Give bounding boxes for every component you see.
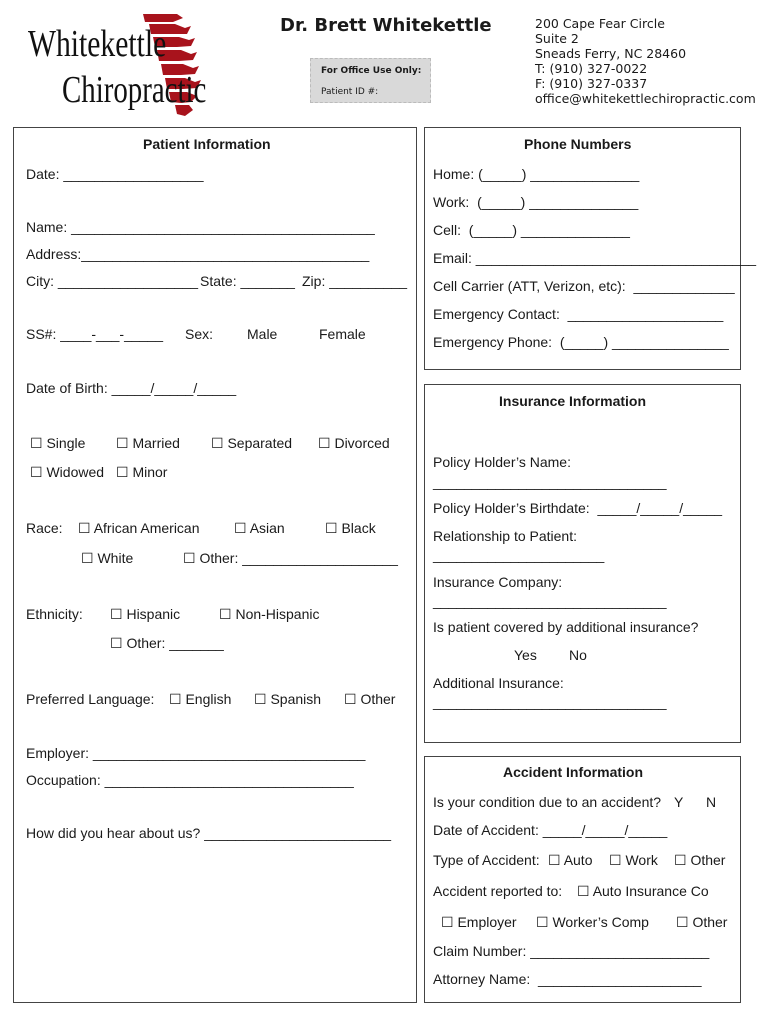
checkbox-icon — [183, 550, 196, 566]
insurance-company-label: Insurance Company: — [433, 574, 563, 590]
checkbox-icon — [577, 883, 590, 899]
date-of-birth-field[interactable]: Date of Birth: _____/_____/_____ — [26, 380, 237, 396]
address-line: Suite 2 — [535, 31, 579, 46]
single-checkbox[interactable] — [30, 435, 85, 452]
reported-other-label: Other — [692, 914, 728, 930]
accident-yes-option[interactable]: Y — [674, 794, 684, 810]
accident-information-title: Accident Information — [503, 764, 644, 780]
checkbox-icon — [536, 914, 549, 930]
language-other-label: Other — [360, 691, 396, 707]
african-american-label: African American — [93, 520, 200, 536]
office-use-box — [310, 58, 431, 103]
work-checkbox[interactable] — [609, 852, 658, 869]
city-field[interactable]: City: __________________ — [26, 273, 199, 289]
separated-label: Separated — [227, 435, 293, 451]
non-hispanic-label: Non-Hispanic — [235, 606, 320, 622]
sex-female-option[interactable]: Female — [319, 326, 366, 342]
name-field[interactable]: Name: _______________________________________ — [26, 219, 375, 235]
emergency-contact-field[interactable]: Emergency Contact: ____________________ — [433, 306, 724, 322]
single-label: Single — [46, 435, 86, 451]
widowed-checkbox[interactable] — [30, 464, 104, 481]
checkbox-icon — [116, 464, 129, 480]
non-hispanic-checkbox[interactable] — [219, 606, 320, 623]
date-field[interactable]: Date: __________________ — [26, 166, 204, 182]
additional-insurance-question: Is patient covered by additional insurance? — [433, 619, 699, 635]
checkbox-icon — [30, 435, 43, 451]
asian-label: Asian — [249, 520, 285, 536]
accident-no-option[interactable]: N — [706, 794, 717, 810]
checkbox-icon — [211, 435, 224, 451]
spanish-checkbox[interactable] — [254, 691, 321, 708]
additional-insurance-label: Additional Insurance: — [433, 675, 564, 691]
african-american-checkbox[interactable] — [78, 520, 200, 537]
office-use-label: For Office Use Only: — [321, 66, 422, 76]
checkbox-icon — [110, 606, 123, 622]
attorney-name-field[interactable]: Attorney Name: _____________________ — [433, 971, 702, 987]
accident-question: Is your condition due to an accident? — [433, 794, 662, 810]
email-line: office@whitekettlechiropractic.com — [535, 91, 756, 106]
cell-phone-field[interactable]: Cell: (_____) ______________ — [433, 222, 630, 238]
phone-numbers-title: Phone Numbers — [524, 136, 632, 152]
minor-label: Minor — [132, 464, 168, 480]
race-other-checkbox[interactable] — [183, 550, 398, 567]
address-line: Sneads Ferry, NC 28460 — [535, 46, 687, 61]
insurance-company-field[interactable]: ______________________________ — [433, 593, 667, 609]
insurance-information-title: Insurance Information — [499, 393, 647, 409]
race-label: Race: — [26, 520, 63, 536]
logo-text-line2: Chiropractic — [62, 69, 207, 111]
hispanic-label: Hispanic — [126, 606, 181, 622]
emergency-phone-field[interactable]: Emergency Phone: (_____) _______________ — [433, 334, 729, 350]
auto-insurance-label: Auto Insurance Co — [592, 883, 709, 899]
work-phone-field[interactable]: Work: (_____) ______________ — [433, 194, 639, 210]
white-label: White — [97, 550, 134, 566]
race-other-label: Other: ____________________ — [199, 550, 398, 566]
workers-comp-checkbox[interactable] — [536, 914, 649, 931]
reported-to-label: Accident reported to: — [433, 883, 563, 899]
preferred-language-label: Preferred Language: — [26, 691, 155, 707]
checkbox-icon — [169, 691, 182, 707]
checkbox-icon — [219, 606, 232, 622]
checkbox-icon — [609, 852, 622, 868]
patient-id-label: Patient ID #: — [321, 87, 379, 97]
auto-insurance-checkbox[interactable] — [577, 883, 709, 900]
sex-male-option[interactable]: Male — [247, 326, 278, 342]
address-line: 200 Cape Fear Circle — [535, 16, 665, 31]
zip-field[interactable]: Zip: __________ — [302, 273, 408, 289]
married-label: Married — [132, 435, 180, 451]
asian-checkbox[interactable] — [234, 520, 285, 537]
black-label: Black — [341, 520, 376, 536]
black-checkbox[interactable] — [325, 520, 376, 537]
state-field[interactable]: State: _______ — [200, 273, 295, 289]
policy-holder-name-field[interactable]: ______________________________ — [433, 474, 667, 490]
sex-label: Sex: — [185, 326, 214, 342]
checkbox-icon — [110, 635, 123, 651]
separated-checkbox[interactable] — [211, 435, 292, 452]
hispanic-checkbox[interactable] — [110, 606, 180, 623]
married-checkbox[interactable] — [116, 435, 180, 452]
patient-information-title: Patient Information — [143, 136, 271, 152]
reported-other-checkbox[interactable] — [676, 914, 727, 931]
fax-line: F: (910) 327-0337 — [535, 76, 648, 91]
phone-line: T: (910) 327-0022 — [535, 61, 648, 76]
policy-holder-birthdate-field[interactable]: Policy Holder’s Birthdate: _____/_____/_____ — [433, 500, 723, 516]
employer-label: Employer — [457, 914, 517, 930]
address-field[interactable]: Address:_____________________________________ — [26, 246, 370, 262]
checkbox-icon — [254, 691, 267, 707]
auto-label: Auto — [563, 852, 593, 868]
referral-field[interactable]: How did you hear about us? ________________________ — [26, 825, 392, 841]
ssn-field[interactable]: SS#: ____-___-_____ — [26, 326, 163, 342]
checkbox-icon — [116, 435, 129, 451]
divorced-checkbox[interactable] — [318, 435, 390, 452]
widowed-label: Widowed — [46, 464, 105, 480]
claim-number-field[interactable]: Claim Number: _______________________ — [433, 943, 710, 959]
divorced-label: Divorced — [334, 435, 390, 451]
additional-insurance-yes[interactable]: Yes — [514, 647, 537, 663]
checkbox-icon — [548, 852, 561, 868]
policy-holder-name-label: Policy Holder’s Name: — [433, 454, 571, 470]
auto-checkbox[interactable] — [548, 852, 593, 869]
checkbox-icon — [441, 914, 454, 930]
employer-checkbox[interactable] — [441, 914, 517, 931]
home-phone-field[interactable]: Home: (_____) ______________ — [433, 166, 640, 182]
checkbox-icon — [234, 520, 247, 536]
minor-checkbox[interactable] — [116, 464, 167, 481]
ethnicity-label: Ethnicity: — [26, 606, 83, 622]
english-checkbox[interactable] — [169, 691, 231, 708]
language-other-checkbox[interactable] — [344, 691, 395, 708]
additional-insurance-field[interactable]: ______________________________ — [433, 694, 667, 710]
workers-comp-label: Worker’s Comp — [552, 914, 649, 930]
white-checkbox[interactable] — [81, 550, 133, 567]
checkbox-icon — [30, 464, 43, 480]
doctor-name: Dr. Brett Whitekettle — [280, 15, 492, 36]
cell-carrier-field[interactable]: Cell Carrier (ATT, Verizon, etc): _____________ — [433, 278, 735, 294]
accident-type-label: Type of Accident: — [433, 852, 540, 868]
occupation-field[interactable]: Occupation: ________________________________ — [26, 772, 354, 788]
checkbox-icon — [344, 691, 357, 707]
spanish-label: Spanish — [270, 691, 322, 707]
checkbox-icon — [81, 550, 94, 566]
relationship-label: Relationship to Patient: — [433, 528, 577, 544]
checkbox-icon — [318, 435, 331, 451]
employer-field[interactable]: Employer: ___________________________________ — [26, 745, 366, 761]
work-label: Work — [625, 852, 658, 868]
email-field[interactable]: Email: ____________________________________ — [433, 250, 757, 266]
logo-text-line1: Whitekettle — [28, 23, 167, 65]
accident-type-other-label: Other — [690, 852, 726, 868]
checkbox-icon — [325, 520, 338, 536]
accident-type-other-checkbox[interactable] — [674, 852, 725, 869]
accident-date-field[interactable]: Date of Accident: _____/_____/_____ — [433, 822, 668, 838]
checkbox-icon — [78, 520, 91, 536]
english-label: English — [185, 691, 232, 707]
ethnicity-other-label: Other: _______ — [126, 635, 224, 651]
additional-insurance-no[interactable]: No — [569, 647, 587, 663]
relationship-field[interactable]: ______________________ — [433, 547, 605, 563]
checkbox-icon — [674, 852, 687, 868]
checkbox-icon — [676, 914, 689, 930]
ethnicity-other-checkbox[interactable] — [110, 635, 224, 652]
